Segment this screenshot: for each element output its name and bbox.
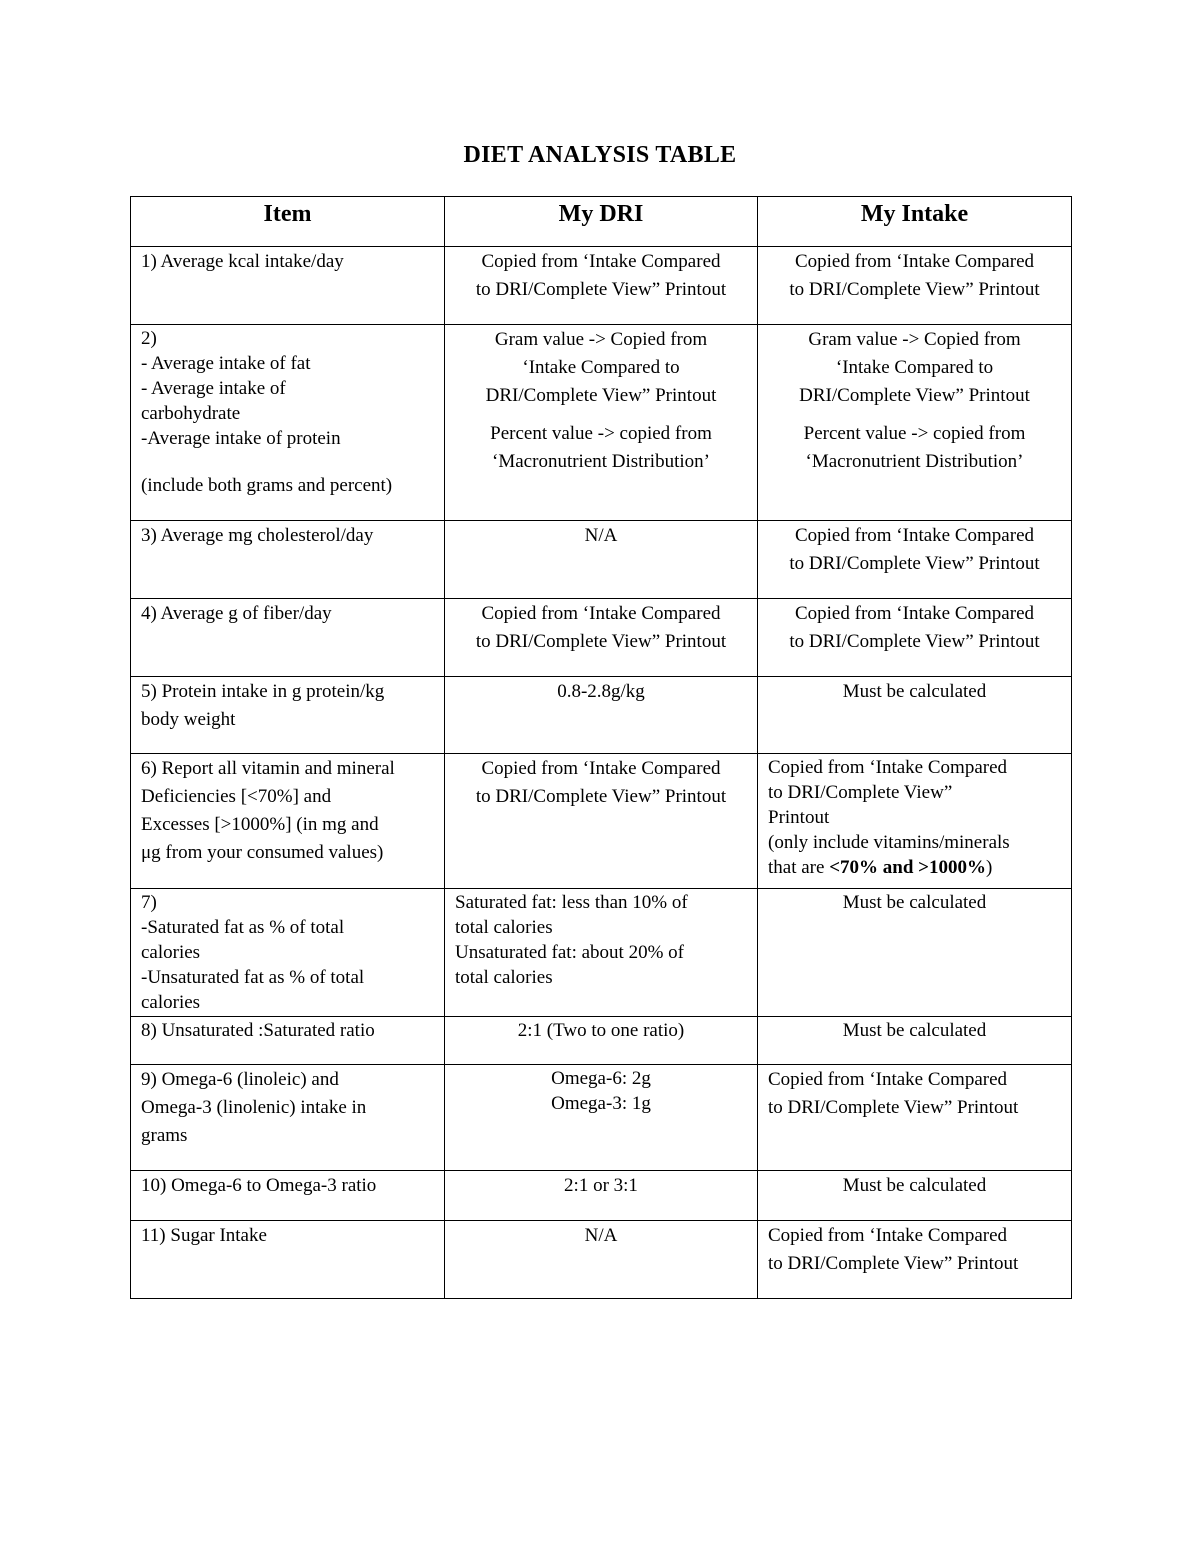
intake-cell [758, 247, 1072, 325]
dri-text: Percent value -> copied from [490, 423, 712, 444]
intake-text: ‘Macronutrient Distribution’ [805, 451, 1024, 472]
item-text: body weight [141, 709, 236, 730]
intake-cell [758, 1065, 1072, 1171]
intake-text: Copied from ‘Intake Compared [768, 1069, 1008, 1090]
intake-note [768, 855, 1061, 880]
item-text: 1) Average kcal intake/day [141, 251, 344, 272]
intake-cell [758, 677, 1072, 754]
intake-cell [758, 1171, 1072, 1221]
item-cell [131, 599, 445, 677]
dri-cell [445, 889, 758, 1017]
table-row [131, 521, 1072, 599]
intake-text: Copied from ‘Intake Compared [794, 603, 1034, 624]
table-row [131, 1065, 1072, 1171]
dri-text: 0.8-2.8g/kg [557, 681, 645, 702]
dri-text: Omega-3: 1g [551, 1093, 651, 1114]
table-header-row [131, 197, 1072, 247]
dri-text: total calories [455, 917, 553, 938]
table-row [131, 247, 1072, 325]
intake-text: Percent value -> copied from [803, 423, 1026, 444]
item-text: -Saturated fat as % of total [141, 917, 345, 938]
item-text: carbohydrate [141, 403, 241, 424]
item-cell [131, 1017, 445, 1065]
item-text: - Average intake of fat [141, 353, 311, 374]
intake-text: Must be calculated [842, 1020, 987, 1041]
item-cell [131, 521, 445, 599]
item-text: 4) Average g of fiber/day [141, 603, 332, 624]
intake-text: to DRI/Complete View” Printout [768, 1097, 1019, 1118]
item-text: 7) [141, 892, 157, 913]
intake-text: Must be calculated [842, 892, 987, 913]
intake-text: to DRI/Complete View” [768, 782, 953, 803]
item-text: 2) [141, 328, 157, 349]
dri-cell [445, 1221, 758, 1299]
dri-text: ‘Macronutrient Distribution’ [492, 451, 710, 472]
item-text: μg from your consumed values) [141, 842, 384, 863]
dri-text: N/A [584, 1225, 618, 1246]
diet-analysis-table [130, 196, 1072, 1299]
intake-cell [758, 325, 1072, 521]
dri-text: 2:1 (Two to one ratio) [517, 1020, 685, 1041]
dri-text: to DRI/Complete View” Printout [475, 631, 727, 652]
item-text: 11) Sugar Intake [141, 1225, 267, 1246]
intake-text: Must be calculated [842, 681, 987, 702]
item-text: 3) Average mg cholesterol/day [141, 525, 374, 546]
dri-cell [445, 1017, 758, 1065]
dri-text: Copied from ‘Intake Compared [481, 251, 721, 272]
item-text: 10) Omega-6 to Omega-3 ratio [141, 1175, 377, 1196]
intake-text: to DRI/Complete View” Printout [789, 631, 1040, 652]
dri-text: Unsaturated fat: about 20% of [455, 942, 684, 963]
intake-cell [758, 521, 1072, 599]
item-text: -Unsaturated fat as % of total [141, 967, 365, 988]
header-my-intake: My Intake [758, 197, 1072, 247]
table-row [131, 677, 1072, 754]
table-row [131, 599, 1072, 677]
dri-cell [445, 325, 758, 521]
item-text: 6) Report all vitamin and mineral [141, 758, 395, 779]
item-cell [131, 677, 445, 754]
dri-text: Copied from ‘Intake Compared [481, 603, 721, 624]
intake-text: DRI/Complete View” Printout [799, 385, 1030, 406]
intake-text: Must be calculated [842, 1175, 987, 1196]
table-row [131, 1171, 1072, 1221]
item-cell [131, 1171, 445, 1221]
dri-text: ‘Intake Compared to [522, 357, 680, 378]
header-my-dri: My DRI [445, 197, 758, 247]
dri-cell [445, 247, 758, 325]
page-title: DIET ANALYSIS TABLE [463, 142, 737, 168]
item-text: (include both grams and percent) [141, 475, 393, 496]
intake-text: to DRI/Complete View” Printout [789, 279, 1040, 300]
item-text: 8) Unsaturated :Saturated ratio [141, 1020, 375, 1041]
item-text: Excesses [>1000%] (in mg and [141, 814, 379, 835]
item-text: 9) Omega-6 (linoleic) and [141, 1069, 339, 1090]
item-cell [131, 325, 445, 521]
intake-text: Copied from ‘Intake Compared [794, 251, 1034, 272]
item-text: calories [141, 942, 201, 963]
dri-cell [445, 599, 758, 677]
item-cell [131, 1221, 445, 1299]
intake-text: Copied from ‘Intake Compared [768, 1225, 1008, 1246]
item-cell [131, 1065, 445, 1171]
intake-text: ‘Intake Compared to [835, 357, 994, 378]
intake-cell [758, 889, 1072, 1017]
dri-text: DRI/Complete View” Printout [485, 385, 717, 406]
dri-text: Omega-6: 2g [551, 1068, 651, 1089]
intake-cell [758, 754, 1072, 889]
table-row [131, 754, 1072, 889]
intake-cell [758, 599, 1072, 677]
intake-bold-text: <70% and >1000% [829, 857, 986, 878]
dri-cell [445, 1171, 758, 1221]
item-text: 5) Protein intake in g protein/kg [141, 681, 385, 702]
item-cell [131, 889, 445, 1017]
intake-cell [758, 1221, 1072, 1299]
dri-cell [445, 1065, 758, 1171]
intake-text: that are [768, 857, 830, 878]
item-text: - Average intake of [141, 378, 286, 399]
dri-text: to DRI/Complete View” Printout [475, 786, 727, 807]
dri-text: Copied from ‘Intake Compared [481, 758, 721, 779]
dri-text: N/A [584, 525, 618, 546]
intake-text: Printout [768, 807, 830, 828]
table-row [131, 1017, 1072, 1065]
item-text: Omega-3 (linolenic) intake in [141, 1097, 367, 1118]
dri-text: to DRI/Complete View” Printout [475, 279, 727, 300]
intake-cell [758, 1017, 1072, 1065]
dri-text: total calories [455, 967, 553, 988]
header-item: Item [131, 197, 445, 247]
item-text: Deficiencies [<70%] and [141, 786, 332, 807]
intake-text: (only include vitamins/minerals [768, 832, 1010, 853]
item-text: calories [141, 992, 201, 1013]
table-row [131, 325, 1072, 521]
item-cell [131, 754, 445, 889]
intake-text: Copied from ‘Intake Compared [794, 525, 1034, 546]
item-cell [131, 247, 445, 325]
dri-cell [445, 677, 758, 754]
dri-cell [445, 521, 758, 599]
item-text: grams [141, 1125, 188, 1146]
intake-text: Gram value -> Copied from [808, 329, 1021, 350]
dri-text: Gram value -> Copied from [494, 329, 708, 350]
item-text: -Average intake of protein [141, 428, 341, 449]
dri-cell [445, 754, 758, 889]
dri-text: Saturated fat: less than 10% of [455, 892, 688, 913]
intake-text: Copied from ‘Intake Compared [768, 757, 1008, 778]
dri-text: 2:1 or 3:1 [564, 1175, 638, 1196]
intake-text: ) [985, 857, 993, 878]
intake-text: to DRI/Complete View” Printout [768, 1253, 1019, 1274]
table-row [131, 889, 1072, 1017]
intake-text: to DRI/Complete View” Printout [789, 553, 1040, 574]
table-row [131, 1221, 1072, 1299]
